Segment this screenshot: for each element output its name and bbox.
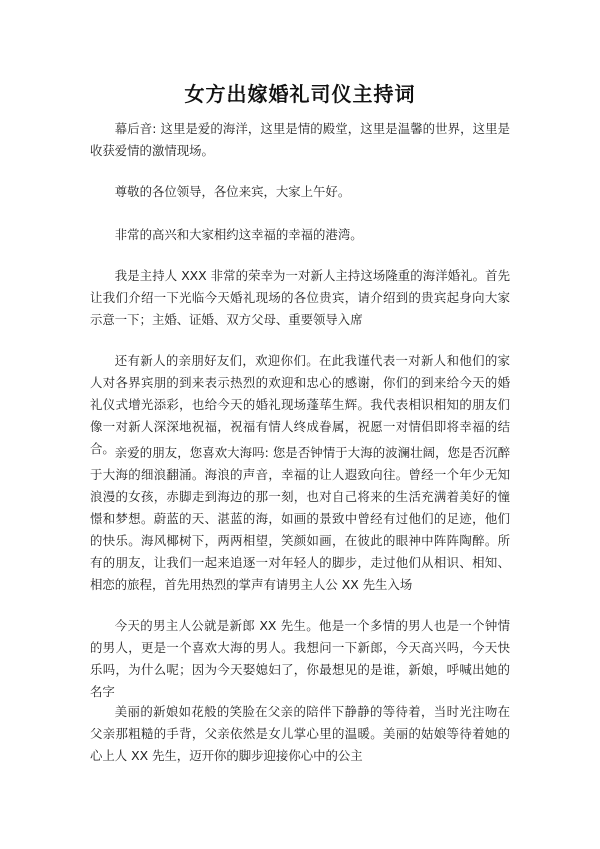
page-title: 女方出嫁婚礼司仪主持词 [184, 82, 416, 106]
paragraph-voiceover: 幕后音: 这里是爱的海洋，这里是情的殿堂，这里是温馨的世界，这里是收获爱情的激情现场。 [90, 121, 510, 158]
paragraph-thanks: 还有新人的亲朋好友们，欢迎你们。在此我谨代表一对新人和他们的家人对各界宾朋的到来表示热烈的欢迎和忠心的感谢，你们的到来给今天的婚礼仪式增光添彩，也给今天的婚礼现场蓬荜生辉。我代表相识相知的朋友们像一对新人深深地祝福，祝福有情人终成眷属，祝愿一对情侣即将幸福的结合。 [90, 353, 510, 456]
paragraph-bride: 美丽的新娘如花般的笑脸在父亲的陪伴下静静的等待着，当时光注吻在父亲那粗糙的手背，父亲依然是女儿掌心里的温暖。美丽的姑娘等待着她的心上人 XX 先生，迈开你的脚步迎接你心中的公主 [90, 704, 510, 763]
paragraph-greeting: 尊敬的各位领导，各位来宾，大家上午好。 [114, 184, 351, 199]
paragraph-welcome: 非常的高兴和大家相约这幸福的幸福的港湾。 [114, 227, 363, 242]
paragraph-groom: 今天的男主人公就是新郎 XX 先生。他是一个多情的男人也是一个钟情的男人，更是一个喜欢大海的男人。我想问一下新郎，今天高兴吗，今天快乐吗，为什么呢；因为今天娶媳妇了，你最想见的是谁，新娘，呼喊出她的名字 [90, 618, 510, 699]
paragraph-host-intro: 我是主持人 XXX 非常的荣幸为一对新人主持这场隆重的海洋婚礼。首先让我们介绍一下光临今天婚礼现场的各位贵宾，请介绍到的贵宾起身向大家示意一下；主婚、证婚、双方父母、重要领导入席 [90, 268, 510, 327]
paragraph-ocean-story: 亲爱的朋友，您喜欢大海吗: 您是否钟情于大海的波澜壮阔，您是否沉醉于大海的细浪翻涌。海浪的声音，幸福的让人遐致向往。曾经一个年少无知浪漫的女孩，赤脚走到海边的那一刻，也对自己将来的生活充满着美好的憧憬和梦想。蔚蓝的天、湛蓝的海，如画的景致中曾经有过他们的足迹，他们的快乐。海风椰树下，两两相望，笑颜如画，在彼此的眼神中阵阵陶醉。所有的朋友，让我们一起来追逐一对年轻人的脚步，走过他们从相识、相知、相恋的旅程，首先用热烈的掌声有请男主人公 XX 先生入场 [90, 445, 510, 592]
